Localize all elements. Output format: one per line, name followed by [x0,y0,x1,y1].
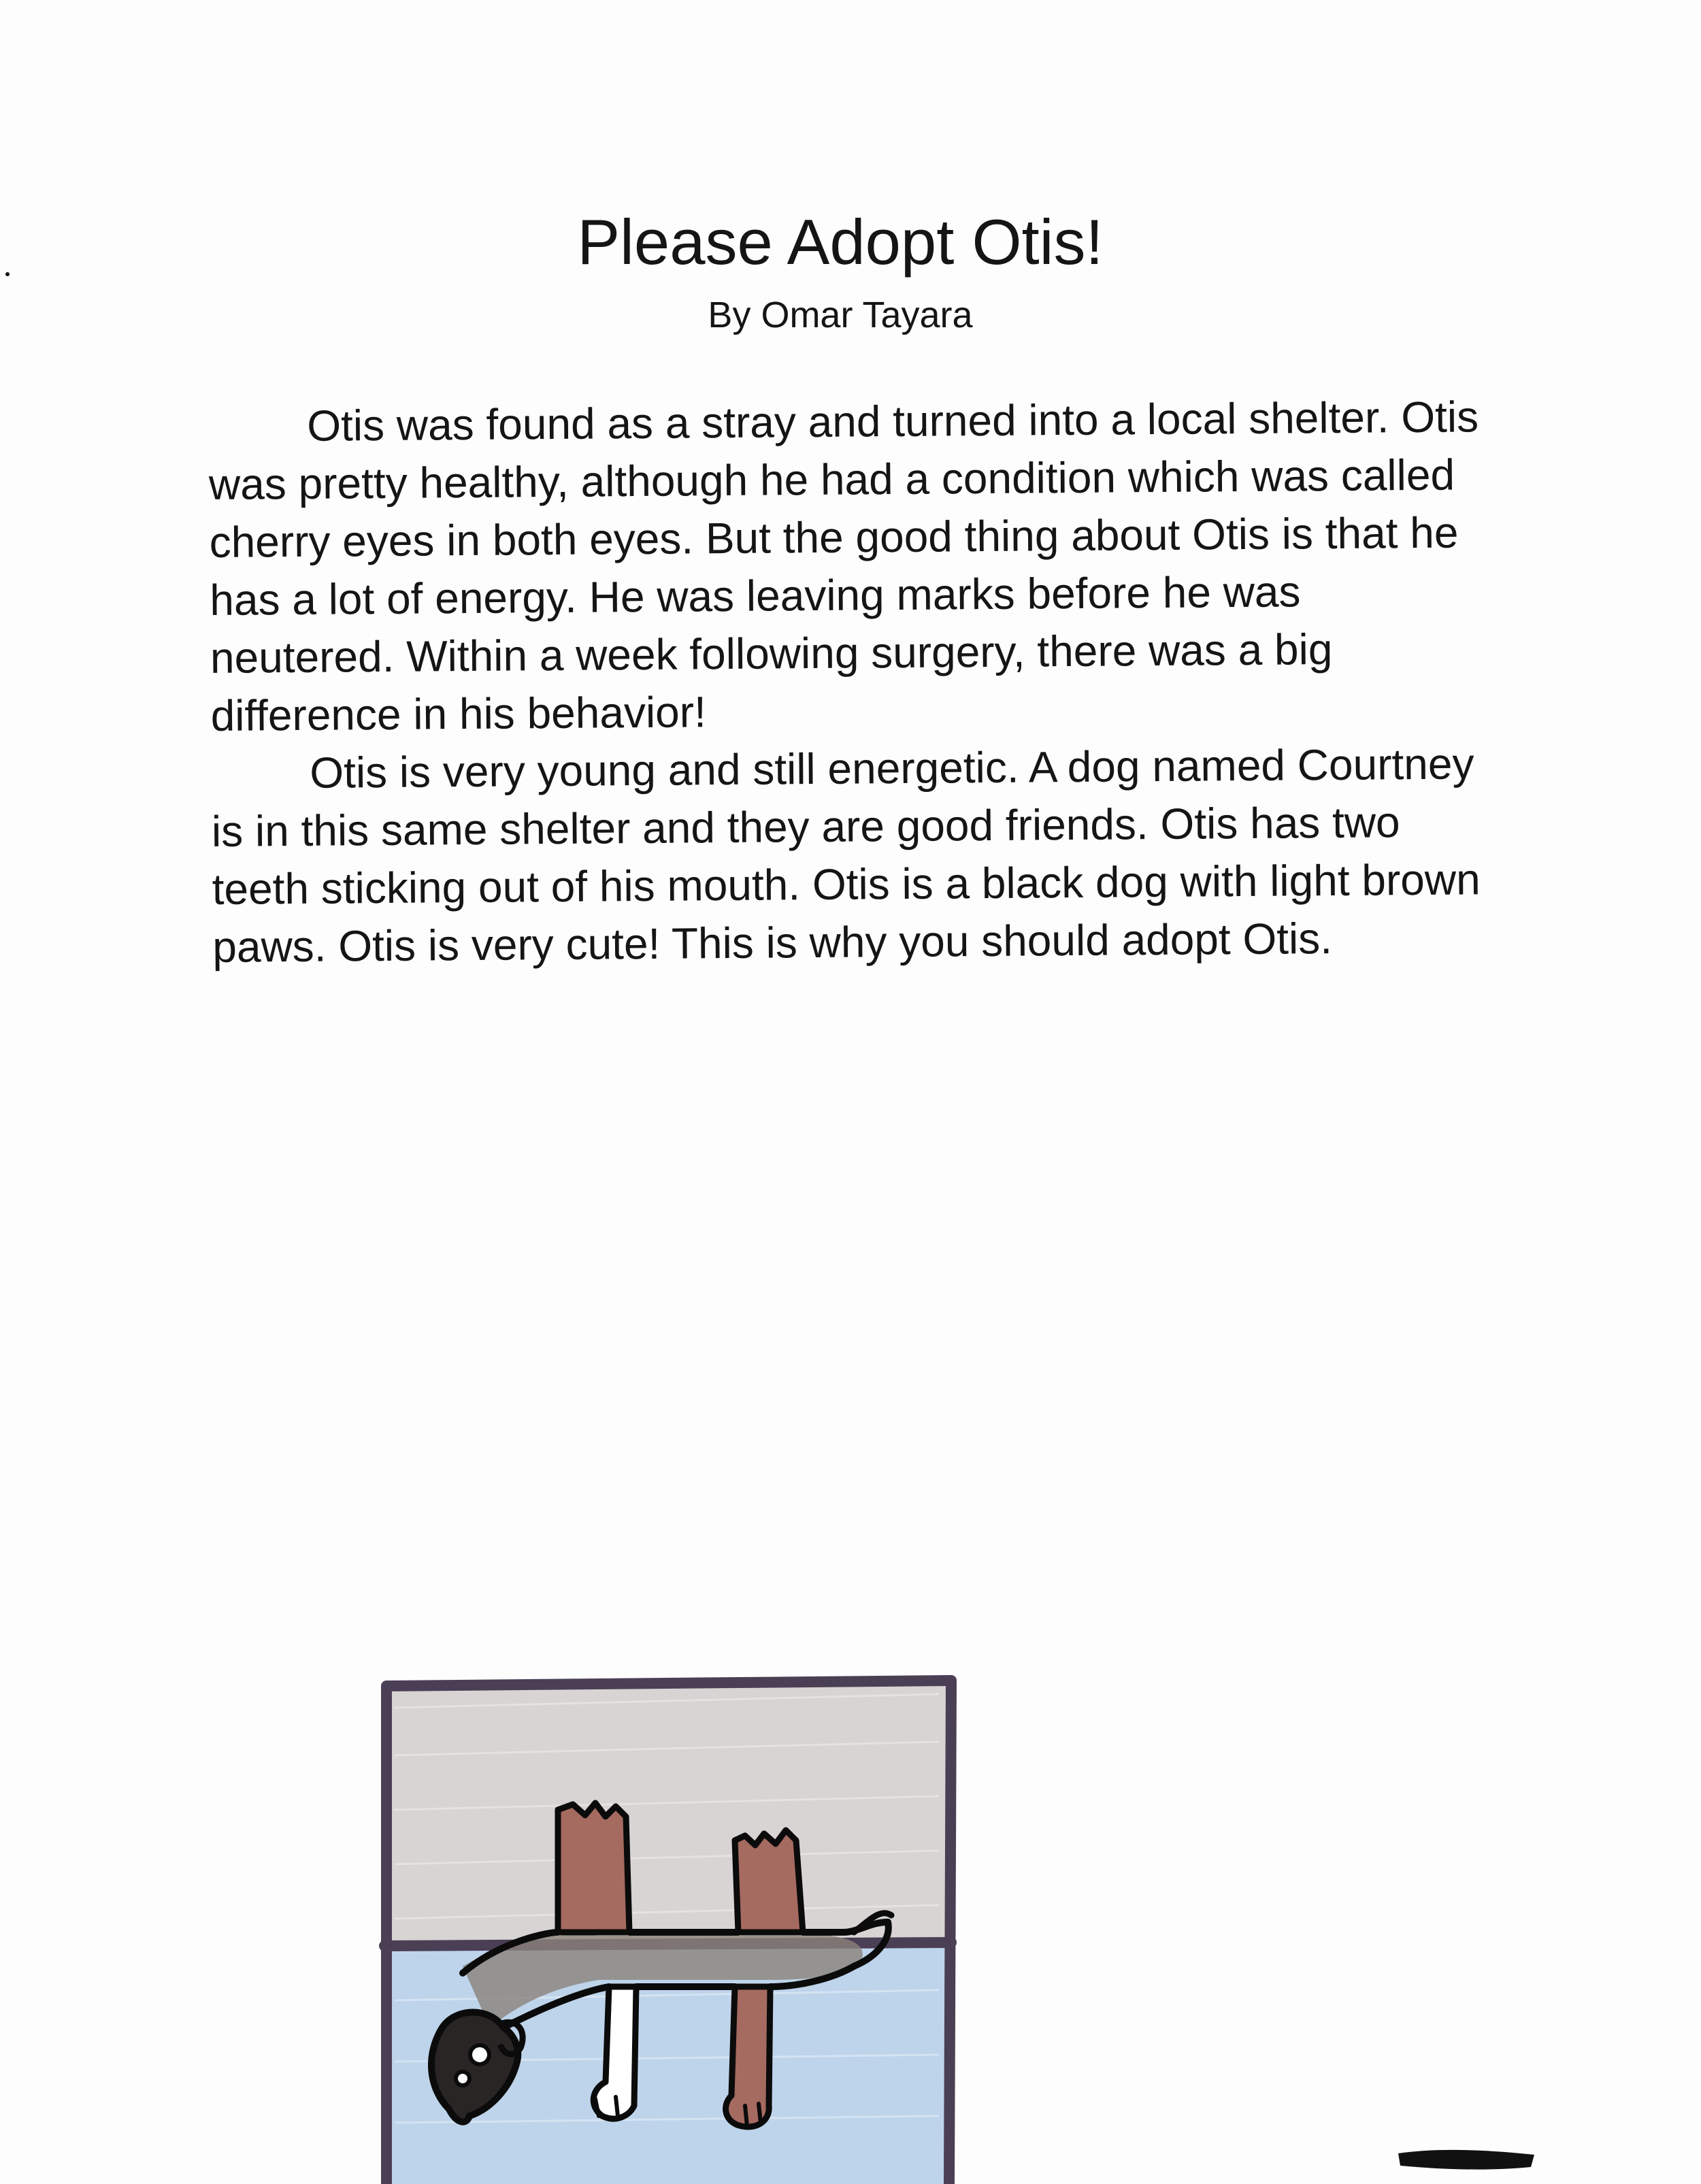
dog-nose [456,2072,469,2085]
body-text [208,388,1506,976]
author-byline: By Omar Tayara [708,295,973,335]
dog-paw-right-top [735,1830,803,1932]
dog-paw-right-bottom [726,1987,770,2127]
marker-smudge [1395,2147,1538,2174]
dog-paw-left-top [558,1803,629,1932]
paragraph-1: Otis was found as a stray and turned into a local shelter. Otis was pretty healthy, although he had a condition which was called cherry eyes in both eyes. But the good thing about Otis is that he has a lot of energy. He was leaving marks before he was neutered. Within a week following surgery, there was a big difference in his behavior! [208,392,1479,740]
page-title: Please Adopt Otis! [577,206,1104,278]
dog-drawing [354,1647,1000,2184]
dog-eye [470,2045,489,2064]
paragraph-2: Otis is very young and still energetic. A dog named Courtney is in this same shelter and they are good friends. Otis has two teeth sticking out of his mouth. Otis is a black dog with light brown paws. Otis is very cute! This is why you should adopt Otis. [211,739,1481,972]
